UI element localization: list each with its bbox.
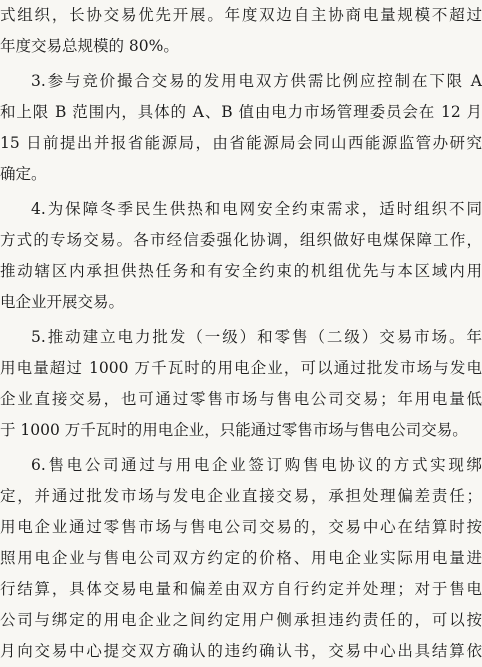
text-line: 电企业开展交易。 (0, 293, 125, 311)
text-line: 于 1000 万千瓦时的用电企业，只能通过零售市场与售电公司交易。 (0, 421, 468, 439)
text-line: 用电量超过 1000 万千瓦时的用电企业，可以通过批发市场与发电 (0, 359, 482, 377)
text-line: 企业直接交易，也可通过零售市场与售电公司交易；年用电量低 (0, 390, 482, 408)
text-line: 公司与绑定的用电企业之间约定用户侧承担违约责任的，可以按 (0, 611, 482, 629)
paragraph-4-line: 4.为保障冬季民生供热和电网安全约束需求，适时组织不同 (31, 200, 482, 218)
text-line: 用电企业通过零售市场与售电公司交易的，交易中心在结算时按 (0, 518, 482, 536)
text-line: 定，并通过批发市场与发电企业直接交易，承担处理偏差责任； (0, 487, 482, 505)
text-line: 式组织，长协交易优先开展。年度双边自主协商电量规模不超过 (0, 6, 482, 24)
text-line: 行结算，具体交易电量和偏差由双方自行约定并处理；对于售电 (0, 580, 482, 598)
text-line: 和上限 B 范围内，具体的 A、B 值由电力市场管理委员会在 12 月 (0, 103, 482, 121)
text-line: 15 日前提出并报省能源局，由省能源局会同山西能源监管办研究 (0, 134, 482, 152)
text-line: 推动辖区内承担供热任务和有安全约束的机组优先与本区域内用 (0, 262, 482, 280)
text-line: 月向交易中心提交双方确认的违约确认书，交易中心出具结算依 (0, 642, 482, 660)
paragraph-3-line: 3.参与竞价撮合交易的发用电双方供需比例应控制在下限 A (31, 72, 482, 90)
text-line: 确定。 (0, 165, 47, 183)
paragraph-6-line: 6.售电公司通过与用电企业签订购售电协议的方式实现绑 (31, 456, 482, 474)
text-line: 年度交易总规模的 80%。 (0, 37, 179, 55)
text-line: 方式的专场交易。各市经信委强化协调，组织做好电煤保障工作， (0, 231, 482, 249)
text-line: 照用电企业与售电公司双方约定的价格、用电企业实际用电量进 (0, 549, 482, 567)
paragraph-5-line: 5.推动建立电力批发（一级）和零售（二级）交易市场。年 (31, 328, 482, 346)
